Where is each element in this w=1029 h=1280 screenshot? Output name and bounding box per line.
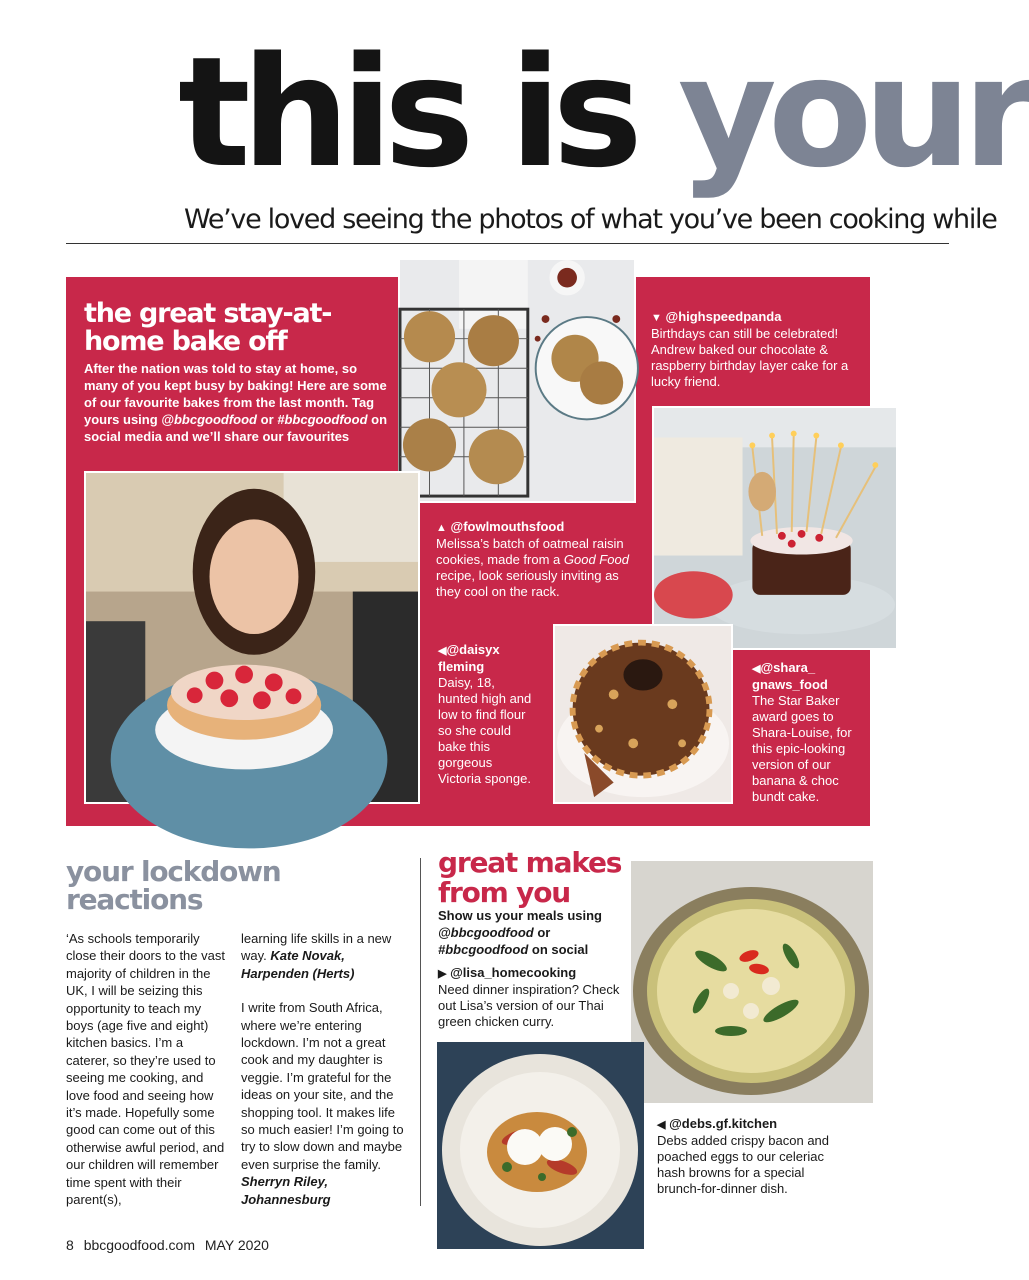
letter-1-continued: learning life skills in a new way. Kate Novak, Harpenden (Herts) [241, 931, 392, 981]
letter-2: I write from South Africa, where we’re entering lockdown. I’m not a great cook and my daughter is veggie. I’m grateful for the ideas on your site, and the shopping tool. It makes life so much easier! I’m going to try to slow down and maybe even surprise the family. Sherryn Riley, Johannesburg [241, 1000, 404, 1207]
right-arrow-icon: ▶ [438, 968, 447, 980]
makes-title: great makes from you [438, 846, 622, 909]
thai-curry-photo [631, 861, 873, 1103]
footer-site: bbcgoodfood.com [83, 1237, 195, 1253]
reactions-column-1 [66, 930, 226, 1226]
headline-word-2: your [677, 24, 1029, 201]
left-arrow-icon: ◀ [752, 663, 761, 675]
birthday-cake-photo [652, 406, 898, 650]
caption-fowlmouthsfood: ▲ @fowlmouthsfood Melissa’s batch of oatmeal raisin cookies, made from a Good Food recipe, look seriously inviting as they cool on the rack. [436, 519, 629, 599]
caption-handle: @highspeedpanda [665, 309, 782, 324]
footer-issue: MAY 2020 [204, 1237, 269, 1253]
caption-text: Birthdays can still be celebrated! Andrew baked our chocolate & raspberry birthday layer cake for a lucky friend. [651, 326, 849, 389]
bake-off-title: the great stay-at-home bake off [84, 298, 332, 357]
intro-text: We’ve loved seeing the photos of what you’ve been cooking while [184, 204, 997, 235]
makes-intro: Show us your meals using @bbcgoodfood or #bbcgoodfood on social [438, 908, 602, 957]
caption-handle: @lisa_homecooking [450, 965, 577, 980]
letter-1: ‘As schools temporarily close their doors to the vast majority of children in the UK, I will be seizing this opportunity to teach my boys (age five and eight) kitchen basics. I’m a caterer, so they’re used to seeing me cooking, and love food and seeing how it’s made. Hopefully some good can come out of this otherwise awful period, and our children will remember time spent with their parent(s), [66, 931, 225, 1208]
headline [178, 24, 1029, 201]
caption-text: The Star Baker award goes to Shara-Louise, for this epic-looking version of our banana & choc bundt cake. [752, 693, 852, 804]
page-number: 8 [66, 1237, 74, 1253]
caption-handle: @debs.gf.kitchen [669, 1116, 778, 1131]
caption-debsgfkitchen [657, 1116, 847, 1197]
cookies-photo [398, 258, 636, 503]
down-arrow-icon: ▼ [651, 312, 662, 324]
caption-text: Need dinner inspiration? Check out Lisa’s version of our Thai green chicken curry. [438, 982, 620, 1029]
left-arrow-icon: ◀ [657, 1119, 666, 1131]
column-divider [420, 858, 421, 1206]
left-arrow-icon: ◀ [438, 645, 447, 657]
caption-highspeedpanda [651, 309, 861, 390]
page-footer [66, 1237, 275, 1253]
headline-word-1: this is [178, 24, 634, 201]
divider [66, 243, 949, 244]
hash-brown-photo [437, 1042, 644, 1249]
caption-daisyxfleming [438, 642, 538, 787]
bundt-cake-photo [553, 624, 733, 804]
victoria-sponge-photo [84, 471, 420, 804]
caption-text: Debs added crispy bacon and poached eggs to our celeriac hash browns for a special brunch-for-dinner dish. [657, 1133, 830, 1196]
caption-handle: @fowlmouthsfood [450, 519, 565, 534]
caption-text: Daisy, 18, hunted high and low to find flour so she could bake this gorgeous Victoria sponge. [438, 675, 532, 786]
caption-handle: @shara_ gnaws_food [752, 660, 828, 692]
up-arrow-icon: ▲ [436, 522, 447, 534]
caption-lisahomecooking [438, 965, 623, 1030]
reactions-title: your lockdown reactions [66, 855, 281, 916]
caption-sharagnawsfood [752, 660, 862, 805]
reactions-column-2 [241, 930, 406, 1225]
bake-off-intro: After the nation was told to stay at home, so many of you kept busy by baking! Here are some of our favourite bakes from the last month. Tag yours using @bbcgoodfood or #bbcgoodfood on social media and we’ll share our favourites [84, 361, 388, 444]
caption-handle: @daisyx fleming [438, 642, 500, 674]
